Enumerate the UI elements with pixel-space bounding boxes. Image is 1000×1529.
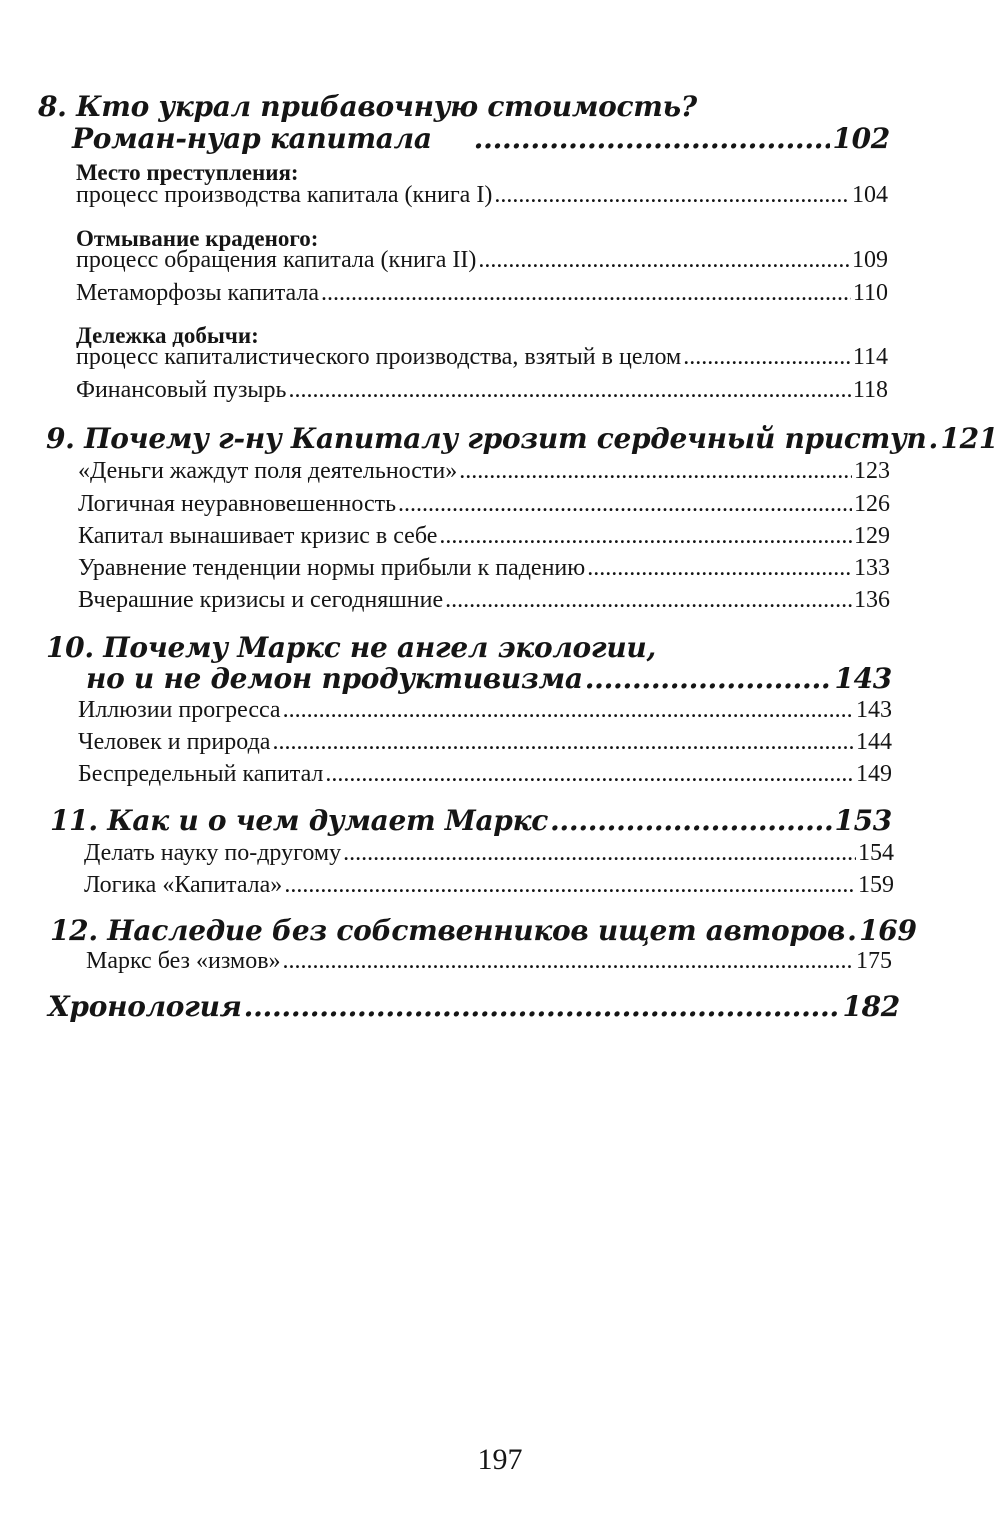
page-number: 123 xyxy=(854,458,890,484)
dot-leader xyxy=(289,377,851,404)
chapter-8-title-line2: Роман-нуар капитала xyxy=(72,122,432,155)
toc-entry xyxy=(86,948,892,975)
chronology-title: Хронология xyxy=(48,990,242,1023)
dot-leader xyxy=(325,761,854,788)
entry-title: Человек и природа xyxy=(78,729,271,755)
dot-leader xyxy=(478,247,850,274)
dot-leader xyxy=(494,182,850,209)
toc-entry xyxy=(84,872,894,899)
page-number: 159 xyxy=(858,872,894,898)
toc-entry xyxy=(78,491,890,518)
entry-title: Метаморфозы капитала xyxy=(76,280,320,306)
chapter-8-title-line1: 8. Кто украл прибавочную стоимость? xyxy=(38,90,697,123)
page-number: 149 xyxy=(856,761,892,787)
toc-entry-chapter-8 xyxy=(72,122,890,155)
entry-title: процесс обращения капитала (книга II) xyxy=(76,247,477,273)
dot-leader xyxy=(587,555,852,582)
toc-entry-chronology xyxy=(48,990,900,1023)
dot-leader xyxy=(321,280,851,307)
chapter-11-title: 11. Как и о чем думает Маркс xyxy=(50,804,548,837)
page-number: 102 xyxy=(832,122,890,155)
toc-entry xyxy=(78,555,890,582)
page-number: 143 xyxy=(834,662,892,695)
section-subheading: Отмывание краденого: xyxy=(76,226,319,251)
entry-title: Делать науку по-другому xyxy=(84,840,342,866)
section-subheading: Дележка добычи: xyxy=(76,323,259,348)
dot-leader xyxy=(847,914,857,947)
page-number: 143 xyxy=(856,697,892,723)
dot-leader xyxy=(272,729,854,756)
entry-title: Финансовый пузырь xyxy=(76,377,287,403)
dot-leader xyxy=(550,804,832,837)
page-number: 104 xyxy=(852,182,888,208)
page-number: 182 xyxy=(842,990,900,1023)
toc-entry-chapter-9 xyxy=(46,422,999,455)
toc-entry xyxy=(78,697,892,724)
dot-leader xyxy=(283,948,854,975)
section-subheading: Место преступления: xyxy=(76,160,299,185)
dot-leader xyxy=(343,840,856,867)
entry-title: Вчерашние кризисы и сегодняшние xyxy=(78,587,444,613)
toc-entry xyxy=(76,247,888,274)
entry-title: Логика «Капитала» xyxy=(84,872,283,898)
page-number: 109 xyxy=(852,247,888,273)
toc-entry-chapter-12 xyxy=(50,914,917,947)
entry-title: Беспредельный капитал xyxy=(78,761,324,787)
page-number: 136 xyxy=(854,587,890,613)
dot-leader xyxy=(445,587,852,614)
dot-leader xyxy=(244,990,841,1023)
toc-entry xyxy=(76,182,888,209)
entry-title: Маркс без «измов» xyxy=(86,948,281,974)
chapter-10-title-line1: 10. Почему Маркс не ангел экологии, xyxy=(46,631,656,664)
page-number: 154 xyxy=(858,840,894,866)
toc-entry xyxy=(76,377,888,404)
toc-entry xyxy=(84,840,894,867)
entry-title: Уравнение тенденции нормы прибыли к падению xyxy=(78,555,586,581)
dot-leader xyxy=(398,491,852,518)
dot-leader xyxy=(928,422,938,455)
page-number: 144 xyxy=(856,729,892,755)
toc-entry xyxy=(78,523,890,550)
entry-title: «Деньги жаждут поля деятельности» xyxy=(78,458,458,484)
entry-title: процесс капиталистического производства, взятый в целом xyxy=(76,344,682,370)
page-number: 153 xyxy=(834,804,892,837)
toc-entry xyxy=(78,729,892,756)
page-number: 175 xyxy=(856,948,892,974)
page-number: 110 xyxy=(852,280,888,306)
chapter-12-title: 12. Наследие без собственников ищет авторов xyxy=(50,914,846,947)
page-folio: 197 xyxy=(477,1443,523,1476)
toc-entry xyxy=(76,280,888,307)
entry-title: процесс производства капитала (книга I) xyxy=(76,182,493,208)
page-number: 133 xyxy=(854,555,890,581)
entry-title: Логичная неуравновешенность xyxy=(78,491,397,517)
toc-entry xyxy=(78,761,892,788)
chapter-10-title-line2: но и не демон продуктивизма xyxy=(86,662,583,695)
page-number: 114 xyxy=(852,344,888,370)
entry-title: Иллюзии прогресса xyxy=(78,697,281,723)
page-number: 121 xyxy=(940,422,999,455)
toc-entry xyxy=(78,458,890,485)
dot-leader xyxy=(585,662,833,695)
toc-entry-chapter-11 xyxy=(50,804,892,837)
chapter-9-title: 9. Почему г-ну Капиталу грозит сердечный приступ xyxy=(46,422,927,455)
dot-leader xyxy=(283,697,854,724)
toc-entry-chapter-10 xyxy=(86,662,892,695)
dot-leader xyxy=(683,344,851,371)
page-number: 169 xyxy=(859,914,917,947)
dot-leader xyxy=(474,122,831,155)
entry-title: Капитал вынашивает кризис в себе xyxy=(78,523,438,549)
toc-entry xyxy=(78,587,890,614)
dot-leader xyxy=(284,872,856,899)
dot-leader xyxy=(439,523,852,550)
page-number: 126 xyxy=(854,491,890,517)
dot-leader xyxy=(459,458,852,485)
page-number: 129 xyxy=(854,523,890,549)
page-number: 118 xyxy=(852,377,888,403)
toc-entry xyxy=(76,344,888,371)
